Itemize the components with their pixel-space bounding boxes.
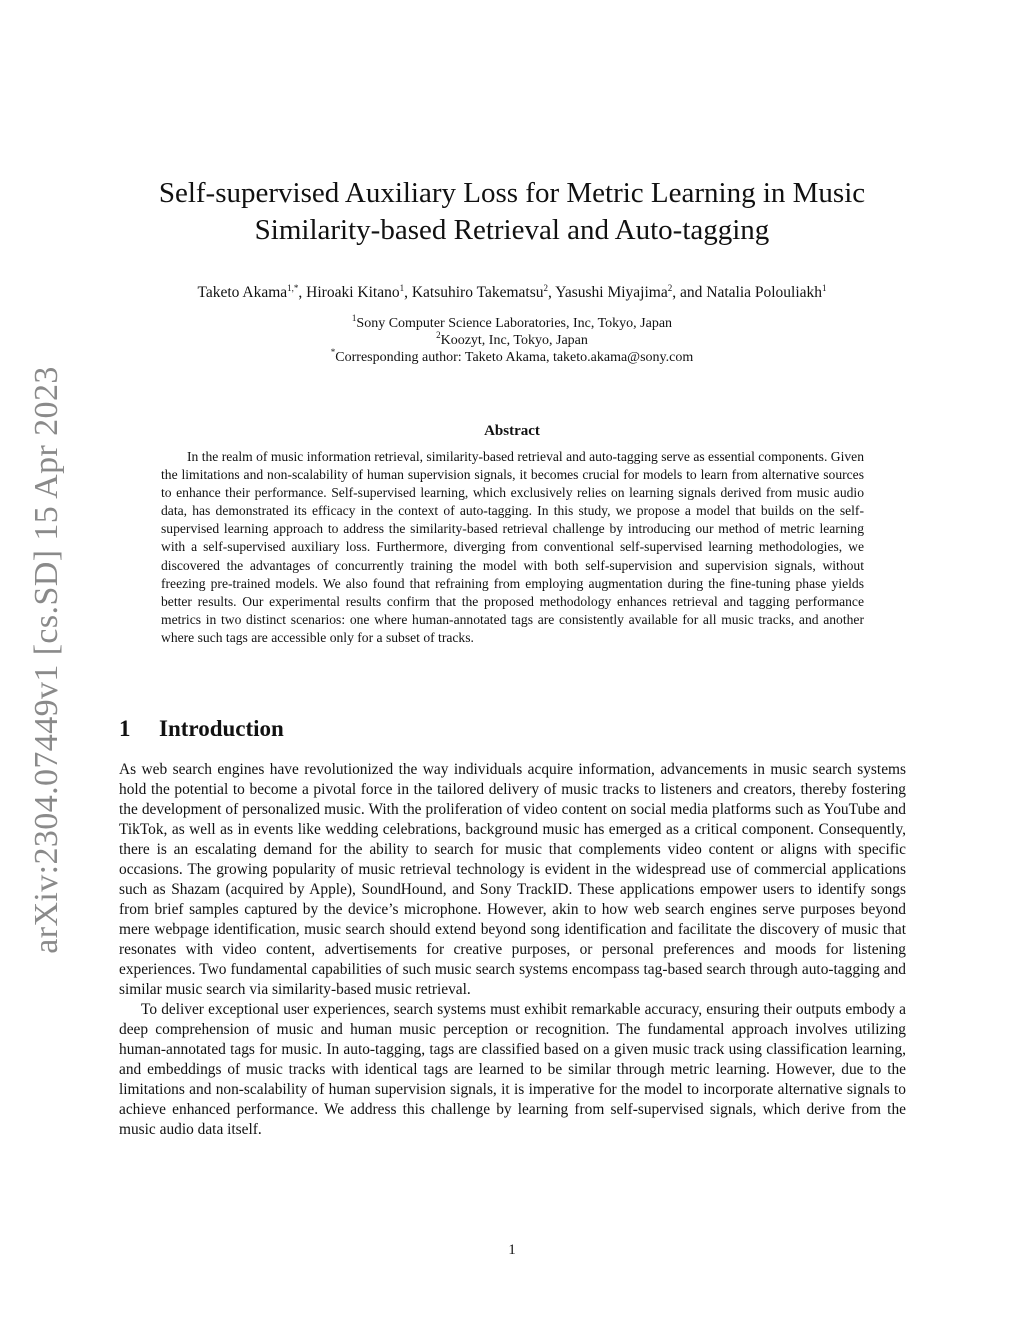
author-separator: , and (672, 284, 707, 301)
author-separator: , (298, 284, 307, 301)
author-name: Natalia Polouliakh (706, 284, 823, 301)
paper-title (110, 175, 914, 249)
author-affiliation-mark: 2 (667, 283, 673, 293)
title-line-2: Similarity-based Retrieval and Auto-tagging (254, 214, 770, 246)
author (197, 284, 306, 301)
affiliation-mark: 2 (436, 330, 441, 340)
author-affiliation-mark: 1 (822, 283, 827, 293)
body-paragraph: As web search engines have revolutionized the way individuals acquire information, advancements in music search systems hold the potential to become a pivotal force in the tailored delivery of music tracks to listeners and creators, thereby fostering the development of personalized music. With the proliferation of video content on social media platforms such as YouTube and TikTok, as well as in events like wedding celebrations, background music has emerged as a critical component. Consequently, there is an escalating demand for the ability to search for music that complements video content or aligns with specific occasions. The growing popularity of music retrieval technology is evident in the widespread use of commercial applications such as Shazam (acquired by Apple), SoundHound, and Sony TrackID. These applications empower users to identify songs from brief samples captured by the device’s microphone. However, akin to how web search engines serve purposes beyond mere webpage identification, music search should extend beyond song identification and facilitate the discovery of music that resonates with video content, advertisements for creative purposes, or personal preferences and moods for listening experiences. Two fundamental capabilities of such music search systems encompass tag-based search through auto-tagging and similar music search via similarity-based music retrieval. (119, 761, 906, 998)
section-title: Introduction (159, 716, 284, 741)
author (412, 284, 555, 301)
affiliation-list (110, 315, 914, 366)
author-name: Katsuhiro Takematsu (411, 284, 544, 301)
author-name: Yasushi Miyajima (555, 284, 668, 301)
corresponding-author (110, 349, 914, 366)
section-body (119, 760, 906, 1140)
author-separator: , (548, 284, 556, 301)
affiliation-text: Koozyt, Inc, Tokyo, Japan (440, 333, 588, 348)
abstract-text: In the realm of music information retrieval, similarity-based retrieval and auto-tagging serve as essential components. Given the limitations and non-scalability of human supervision signals, it becomes crucial for models to learn from alternative sources to enhance their performance. Self-supervised learning, which exclusively relies on learning signals derived from music audio data, has demonstrated its efficacy in the context of auto-tagging. In this study, we propose a model that builds on the self-supervised learning approach to address the similarity-based retrieval challenge by introducing our method of metric learning with a self-supervised auxiliary loss. Furthermore, diverging from conventional self-supervised learning methodologies, we discovered the advantages of concurrently training the model with both self-supervision and supervision signals, without freezing pre-trained models. We also found that refraining from employing augmentation during the fine-tuning phase yields better results. Our experimental results confirm that the proposed methodology enhances retrieval and tagging performance metrics in two distinct scenarios: one where human-annotated tags are consistently available for all music tracks, and another where such tags are accessible only for a subset of tracks. (161, 449, 864, 645)
author-separator: , (404, 284, 412, 301)
author-affiliation-mark: 1,* (287, 283, 299, 293)
author (706, 284, 826, 301)
affiliation-text: Corresponding author: Taketo Akama, taketo.akama@sony.com (335, 350, 694, 365)
author-affiliation-mark: 2 (543, 283, 548, 293)
section-heading (119, 716, 284, 742)
section-number: 1 (119, 716, 131, 741)
author-name: Taketo Akama (197, 284, 288, 301)
page-number: 1 (508, 1242, 516, 1258)
affiliation-mark: * (330, 347, 336, 357)
author (306, 284, 412, 301)
affiliation (110, 315, 914, 332)
author-list (110, 283, 914, 303)
affiliation-mark: 1 (351, 313, 357, 323)
author-affiliation-mark: 1 (399, 283, 405, 293)
arxiv-identifier-stamp: arXiv:2304.07449v1 [cs.SD] 15 Apr 2023 (28, 366, 65, 954)
affiliation (110, 332, 914, 349)
affiliation-text: Sony Computer Science Laboratories, Inc, Tokyo, Japan (356, 316, 673, 331)
title-line-1: Self-supervised Auxiliary Loss for Metric Learning in Music (158, 177, 866, 209)
abstract-heading: Abstract (484, 423, 540, 439)
author-name: Hiroaki Kitano (306, 284, 400, 301)
body-paragraph: To deliver exceptional user experiences, search systems must exhibit remarkable accuracy, ensuring their outputs embody a deep comprehension of music and human music perception or recognition. The fundamental approach involves utilizing human-annotated tags for music. In auto-tagging, tags are classified based on a given music track using classification learning, and embeddings of music tracks with identical tags are learned to be similar through metric learning. However, due to the limitations and non-scalability of human supervision signals, it is imperative for the model to incorporate alternative signals to achieve enhanced performance. We address this challenge by learning from self-supervised signals, which derive from the music audio data itself. (119, 1000, 906, 1138)
author (555, 284, 706, 301)
